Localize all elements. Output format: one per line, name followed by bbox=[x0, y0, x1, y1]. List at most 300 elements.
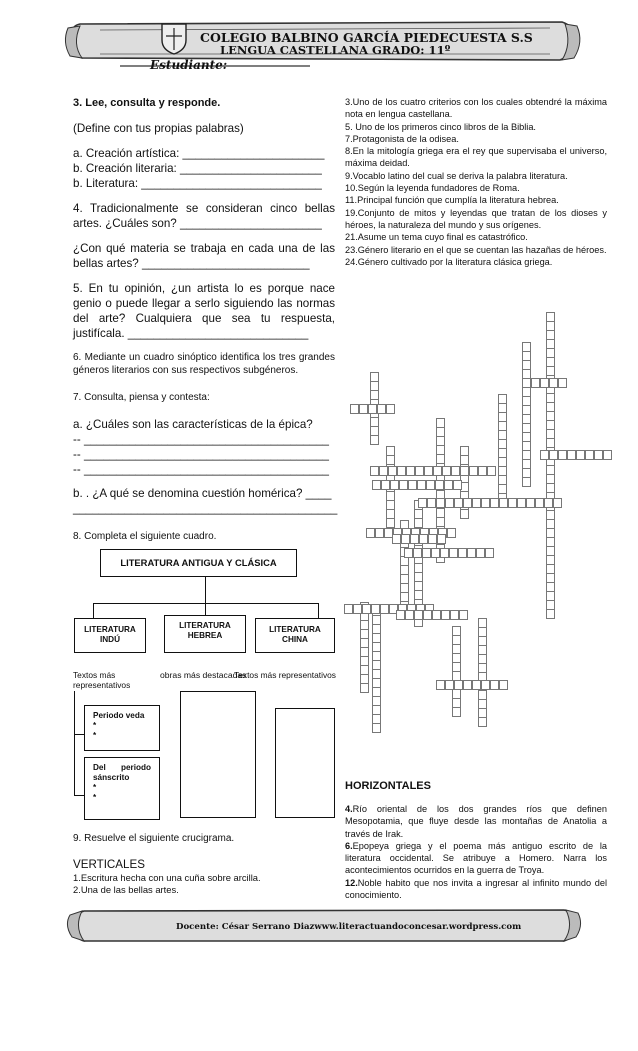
crossword-cell[interactable] bbox=[478, 717, 487, 727]
periodo-veda-box bbox=[84, 705, 160, 751]
crossword-cell[interactable] bbox=[546, 564, 555, 574]
crossword-cell[interactable] bbox=[460, 446, 469, 456]
crossword-cell[interactable] bbox=[436, 436, 445, 446]
crossword-cell[interactable] bbox=[438, 528, 447, 538]
crossword-cell[interactable] bbox=[425, 604, 434, 614]
crossword-cell[interactable] bbox=[445, 498, 454, 508]
crossword-cell[interactable] bbox=[436, 499, 445, 509]
crossword-cell[interactable] bbox=[386, 527, 395, 537]
crossword-cell[interactable] bbox=[546, 384, 555, 394]
crossword-cell[interactable] bbox=[546, 555, 555, 565]
crossword-cell[interactable] bbox=[460, 473, 469, 483]
crossword-cell[interactable] bbox=[436, 553, 445, 563]
crossword-cell[interactable] bbox=[498, 430, 507, 440]
crossword-cell[interactable] bbox=[546, 528, 555, 538]
crossword-cell[interactable] bbox=[546, 357, 555, 367]
crossword-cell[interactable] bbox=[499, 498, 508, 508]
crossword-cell[interactable] bbox=[498, 448, 507, 458]
crossword-cell[interactable] bbox=[472, 498, 481, 508]
crossword-cell[interactable] bbox=[386, 464, 395, 474]
crossword-cell[interactable] bbox=[546, 375, 555, 385]
crossword-cell[interactable] bbox=[436, 508, 445, 518]
crossword-cell[interactable] bbox=[476, 548, 485, 558]
crossword-cell[interactable] bbox=[393, 528, 402, 538]
crossword-cell[interactable] bbox=[372, 696, 381, 706]
crossword-cell[interactable] bbox=[414, 563, 423, 573]
crossword-cell[interactable] bbox=[498, 475, 507, 485]
crossword-cell[interactable] bbox=[546, 573, 555, 583]
crossword-cell[interactable] bbox=[544, 498, 553, 508]
crossword-cell[interactable] bbox=[546, 456, 555, 466]
crossword-cell[interactable] bbox=[368, 404, 377, 414]
crossword-cell[interactable] bbox=[386, 491, 395, 501]
crossword-cell[interactable] bbox=[522, 342, 531, 352]
crossword-cell[interactable] bbox=[522, 387, 531, 397]
crossword-cell[interactable] bbox=[353, 604, 362, 614]
q7-b-line: _________________________________________ bbox=[73, 502, 338, 515]
crossword-cell[interactable] bbox=[546, 510, 555, 520]
crossword-cell[interactable] bbox=[460, 482, 469, 492]
crossword-cell[interactable] bbox=[478, 672, 487, 682]
crossword-cell[interactable] bbox=[401, 534, 410, 544]
crossword-cell[interactable] bbox=[418, 498, 427, 508]
footer-banner bbox=[64, 905, 584, 945]
crossword-cell[interactable] bbox=[380, 604, 389, 614]
crossword-cell[interactable] bbox=[522, 369, 531, 379]
crossword-cell[interactable] bbox=[450, 610, 459, 620]
crossword-cell[interactable] bbox=[546, 312, 555, 322]
crossword-cell[interactable] bbox=[459, 610, 468, 620]
crossword-cell[interactable] bbox=[400, 529, 409, 539]
crossword-cell[interactable] bbox=[436, 490, 445, 500]
crossword-cell[interactable] bbox=[436, 517, 445, 527]
crossword-cell[interactable] bbox=[437, 534, 446, 544]
crossword-cell[interactable] bbox=[386, 473, 395, 483]
crossword-cell[interactable] bbox=[406, 466, 415, 476]
crossword-cell[interactable] bbox=[400, 520, 409, 530]
crossword-cell[interactable] bbox=[390, 480, 399, 490]
crossword-cell[interactable] bbox=[370, 408, 379, 418]
crossword-cell[interactable] bbox=[549, 450, 558, 460]
crossword-cell[interactable] bbox=[442, 466, 451, 476]
crossword-cell[interactable] bbox=[546, 348, 555, 358]
crossword-cell[interactable] bbox=[370, 399, 379, 409]
crossword-cell[interactable] bbox=[522, 441, 531, 451]
crossword-cell[interactable] bbox=[360, 638, 369, 648]
crossword-cell[interactable] bbox=[517, 498, 526, 508]
crossword-cell[interactable] bbox=[386, 404, 395, 414]
diagram-box-china: LITERATURA CHINA bbox=[255, 618, 335, 653]
crossword-cell[interactable] bbox=[452, 635, 461, 645]
crossword-cell[interactable] bbox=[522, 378, 531, 388]
crossword-cell[interactable] bbox=[414, 527, 423, 537]
crossword-cell[interactable] bbox=[540, 378, 549, 388]
crossword-cell[interactable] bbox=[558, 378, 567, 388]
crossword-cell[interactable] bbox=[360, 629, 369, 639]
crossword-cell[interactable] bbox=[436, 472, 445, 482]
crossword-cell[interactable] bbox=[372, 705, 381, 715]
crossword-cell[interactable] bbox=[436, 498, 445, 508]
crossword-cell[interactable] bbox=[478, 699, 487, 709]
crossword-cell[interactable] bbox=[453, 480, 462, 490]
crossword-cell[interactable] bbox=[415, 466, 424, 476]
crossword-cell[interactable] bbox=[414, 536, 423, 546]
crossword-cell[interactable] bbox=[372, 651, 381, 661]
crossword-cell[interactable] bbox=[478, 645, 487, 655]
crossword-cell[interactable] bbox=[585, 450, 594, 460]
crossword-cell[interactable] bbox=[405, 610, 414, 620]
crossword-cell[interactable] bbox=[396, 610, 405, 620]
crossword-cell[interactable] bbox=[436, 463, 445, 473]
crossword-cell[interactable] bbox=[452, 653, 461, 663]
crossword-cell[interactable] bbox=[467, 548, 476, 558]
crossword-cell[interactable] bbox=[546, 420, 555, 430]
crossword-cell[interactable] bbox=[452, 662, 461, 672]
crossword-cell[interactable] bbox=[546, 339, 555, 349]
crossword-cell[interactable] bbox=[490, 498, 499, 508]
crossword-cell[interactable] bbox=[546, 393, 555, 403]
crossword-cell[interactable] bbox=[546, 366, 555, 376]
crossword-cell[interactable] bbox=[362, 604, 371, 614]
crossword-cell[interactable] bbox=[567, 450, 576, 460]
crossword-cell[interactable] bbox=[549, 378, 558, 388]
crossword-cell[interactable] bbox=[370, 372, 379, 382]
crossword-cell[interactable] bbox=[360, 656, 369, 666]
crossword-cell[interactable] bbox=[522, 459, 531, 469]
crossword-cell[interactable] bbox=[386, 446, 395, 456]
crossword-cell[interactable] bbox=[594, 450, 603, 460]
crossword-cell[interactable] bbox=[372, 624, 381, 634]
crossword-cell[interactable] bbox=[485, 548, 494, 558]
crossword-cell[interactable] bbox=[427, 498, 436, 508]
crossword-cell[interactable] bbox=[428, 534, 437, 544]
crossword-cell[interactable] bbox=[414, 608, 423, 618]
crossword-cell[interactable] bbox=[414, 509, 423, 519]
crossword-cell[interactable] bbox=[411, 528, 420, 538]
horizontales-title: HORIZONTALES bbox=[345, 780, 431, 792]
crossword-cell[interactable] bbox=[400, 583, 409, 593]
crossword-cell[interactable] bbox=[407, 604, 416, 614]
crossword-cell[interactable] bbox=[460, 464, 469, 474]
crossword-cell[interactable] bbox=[546, 600, 555, 610]
crossword-cell[interactable] bbox=[386, 455, 395, 465]
crossword-cell[interactable] bbox=[449, 548, 458, 558]
crossword-cell[interactable] bbox=[522, 396, 531, 406]
crossword-cell[interactable] bbox=[436, 481, 445, 491]
crossword-cell[interactable] bbox=[463, 680, 472, 690]
crossword-cell[interactable] bbox=[478, 618, 487, 628]
crossword-cell[interactable] bbox=[436, 445, 445, 455]
crossword-cell[interactable] bbox=[400, 574, 409, 584]
crossword-cell[interactable] bbox=[546, 501, 555, 511]
clue-21: 21.Asume un tema cuyo final es catastrófico. bbox=[345, 232, 528, 243]
crossword-cell[interactable] bbox=[400, 556, 409, 566]
crossword-cell[interactable] bbox=[398, 604, 407, 614]
crossword-cell[interactable] bbox=[487, 466, 496, 476]
crossword-cell[interactable] bbox=[426, 480, 435, 490]
crossword-cell[interactable] bbox=[498, 412, 507, 422]
crossword-cell[interactable] bbox=[414, 500, 423, 510]
crossword-cell[interactable] bbox=[370, 435, 379, 445]
crossword-cell[interactable] bbox=[546, 474, 555, 484]
horizontal-clue-6 bbox=[345, 840, 607, 877]
q3-a: a. Creación artística: ______________________ bbox=[73, 147, 325, 160]
crossword-cell[interactable] bbox=[431, 548, 440, 558]
crossword-cell[interactable] bbox=[452, 689, 461, 699]
crossword-cell[interactable] bbox=[424, 466, 433, 476]
crossword-cell[interactable] bbox=[384, 528, 393, 538]
crossword-cell[interactable] bbox=[350, 404, 359, 414]
crossword-cell[interactable] bbox=[414, 590, 423, 600]
crossword-cell[interactable] bbox=[498, 484, 507, 494]
crossword-cell[interactable] bbox=[546, 429, 555, 439]
crossword-cell[interactable] bbox=[414, 599, 423, 609]
crossword-cell[interactable] bbox=[397, 466, 406, 476]
q3-title: 3. Lee, consulta y responde. bbox=[73, 97, 221, 109]
crossword-cell[interactable] bbox=[436, 427, 445, 437]
crossword-cell[interactable] bbox=[546, 492, 555, 502]
crossword-cell[interactable] bbox=[420, 528, 429, 538]
crossword-cell[interactable] bbox=[344, 604, 353, 614]
crossword-cell[interactable] bbox=[546, 330, 555, 340]
crossword-cell[interactable] bbox=[400, 565, 409, 575]
crossword-cell[interactable] bbox=[414, 518, 423, 528]
crossword-cell[interactable] bbox=[370, 381, 379, 391]
crossword-cell[interactable] bbox=[478, 466, 487, 476]
crossword-cell[interactable] bbox=[522, 378, 531, 388]
crossword-cell[interactable] bbox=[436, 526, 445, 536]
crossword-cell[interactable] bbox=[460, 509, 469, 519]
crossword-cell[interactable] bbox=[386, 518, 395, 528]
crossword-cell[interactable] bbox=[478, 654, 487, 664]
crossword-cell[interactable] bbox=[360, 665, 369, 675]
crossword-cell[interactable] bbox=[370, 466, 379, 476]
crossword-cell[interactable] bbox=[372, 642, 381, 652]
crossword-cell[interactable] bbox=[400, 547, 409, 557]
crossword-cell[interactable] bbox=[392, 534, 401, 544]
crossword-cell[interactable] bbox=[429, 528, 438, 538]
crossword-cell[interactable] bbox=[546, 483, 555, 493]
crossword-cell[interactable] bbox=[436, 680, 445, 690]
crossword-cell[interactable] bbox=[436, 418, 445, 428]
crossword-cell[interactable] bbox=[499, 680, 508, 690]
crossword-cell[interactable] bbox=[546, 609, 555, 619]
q8: 8. Completa el siguiente cuadro. bbox=[73, 531, 217, 542]
crossword-cell[interactable] bbox=[508, 498, 517, 508]
crossword-cell[interactable] bbox=[436, 535, 445, 545]
crossword-cell[interactable] bbox=[366, 528, 375, 538]
crossword-cell[interactable] bbox=[444, 480, 453, 490]
crossword-cell[interactable] bbox=[386, 500, 395, 510]
crossword-cell[interactable] bbox=[372, 660, 381, 670]
crossword-cell[interactable] bbox=[417, 480, 426, 490]
crossword-cell[interactable] bbox=[381, 480, 390, 490]
crossword-cell[interactable] bbox=[372, 714, 381, 724]
crossword-cell[interactable] bbox=[441, 610, 450, 620]
crossword-cell[interactable] bbox=[451, 466, 460, 476]
crossword-cell[interactable] bbox=[469, 466, 478, 476]
crossword-cell[interactable] bbox=[603, 450, 612, 460]
crossword-cell[interactable] bbox=[414, 581, 423, 591]
q7-b: b. . ¿A qué se denomina cuestión homérica? ____ bbox=[73, 487, 332, 500]
crossword-cell[interactable] bbox=[360, 611, 369, 621]
crossword-cell[interactable] bbox=[372, 723, 381, 733]
crossword-cell[interactable] bbox=[472, 680, 481, 690]
crossword-cell[interactable] bbox=[498, 394, 507, 404]
crossword-cell[interactable] bbox=[435, 480, 444, 490]
crossword-cell[interactable] bbox=[371, 604, 380, 614]
crossword-cell[interactable] bbox=[370, 417, 379, 427]
crossword-cell[interactable] bbox=[372, 669, 381, 679]
crossword-cell[interactable] bbox=[458, 548, 467, 558]
crossword-cell[interactable] bbox=[522, 477, 531, 487]
periodo-sanscrito-box bbox=[84, 757, 160, 820]
crossword-cell[interactable] bbox=[546, 591, 555, 601]
crossword-cell[interactable] bbox=[546, 411, 555, 421]
crossword-cell[interactable] bbox=[522, 360, 531, 370]
crossword-cell[interactable] bbox=[372, 687, 381, 697]
crossword-cell[interactable] bbox=[400, 601, 409, 611]
crossword-cell[interactable] bbox=[478, 681, 487, 691]
crossword-cell[interactable] bbox=[522, 468, 531, 478]
crossword-cell[interactable] bbox=[377, 404, 386, 414]
crossword-cell[interactable] bbox=[478, 690, 487, 700]
crossword-cell[interactable] bbox=[432, 610, 441, 620]
crossword-cell[interactable] bbox=[546, 447, 555, 457]
crossword-cell[interactable] bbox=[546, 438, 555, 448]
crossword-cell[interactable] bbox=[498, 403, 507, 413]
crossword-cell[interactable] bbox=[490, 680, 499, 690]
crossword-cell[interactable] bbox=[522, 405, 531, 415]
crossword-cell[interactable] bbox=[522, 450, 531, 460]
crossword-cell[interactable] bbox=[553, 498, 562, 508]
crossword-cell[interactable] bbox=[379, 466, 388, 476]
crossword-cell[interactable] bbox=[478, 627, 487, 637]
crossword-cell[interactable] bbox=[419, 534, 428, 544]
crossword-cell[interactable] bbox=[478, 708, 487, 718]
crossword-cell[interactable] bbox=[413, 548, 422, 558]
crossword-cell[interactable] bbox=[389, 604, 398, 614]
crossword-cell[interactable] bbox=[372, 678, 381, 688]
crossword-cell[interactable] bbox=[576, 450, 585, 460]
crossword-cell[interactable] bbox=[546, 321, 555, 331]
crossword-cell[interactable] bbox=[386, 482, 395, 492]
school-name: COLEGIO BALBINO GARCÍA PIEDECUESTA S.S bbox=[200, 30, 533, 45]
crossword-cell[interactable] bbox=[546, 519, 555, 529]
crossword-cell[interactable] bbox=[522, 414, 531, 424]
diagram-connector bbox=[74, 734, 84, 735]
crossword-cell[interactable] bbox=[452, 671, 461, 681]
crossword-cell[interactable] bbox=[399, 480, 408, 490]
crossword-cell[interactable] bbox=[372, 633, 381, 643]
crossword-cell[interactable] bbox=[478, 663, 487, 673]
crossword-cell[interactable] bbox=[423, 610, 432, 620]
crossword-cell[interactable] bbox=[386, 509, 395, 519]
crossword-cell[interactable] bbox=[416, 604, 425, 614]
crossword-cell[interactable] bbox=[498, 439, 507, 449]
crossword-cell[interactable] bbox=[402, 528, 411, 538]
crossword-cell[interactable] bbox=[360, 620, 369, 630]
crossword-cell[interactable] bbox=[522, 351, 531, 361]
crossword-cell[interactable] bbox=[436, 454, 445, 464]
crossword-cell[interactable] bbox=[460, 491, 469, 501]
crossword-cell[interactable] bbox=[360, 647, 369, 657]
crossword-cell[interactable] bbox=[463, 498, 472, 508]
crossword-cell[interactable] bbox=[452, 698, 461, 708]
crossword-cell[interactable] bbox=[460, 500, 469, 510]
crossword-cell[interactable] bbox=[370, 426, 379, 436]
crossword-cell[interactable] bbox=[498, 421, 507, 431]
crossword-cell[interactable] bbox=[360, 683, 369, 693]
crossword-cell[interactable] bbox=[531, 378, 540, 388]
crossword-cell[interactable] bbox=[436, 544, 445, 554]
crossword-cell[interactable] bbox=[422, 548, 431, 558]
crossword-cell[interactable] bbox=[546, 537, 555, 547]
crossword-cell[interactable] bbox=[447, 528, 456, 538]
crossword-cell[interactable] bbox=[535, 498, 544, 508]
crossword-cell[interactable] bbox=[452, 680, 461, 690]
crossword-cell[interactable] bbox=[454, 498, 463, 508]
crossword-cell[interactable] bbox=[526, 498, 535, 508]
crossword-cell[interactable] bbox=[481, 498, 490, 508]
crossword-cell[interactable] bbox=[546, 465, 555, 475]
clue-23: 23.Género literario en el que se cuentan las hazañas de héroes. bbox=[345, 244, 607, 255]
crossword-cell[interactable] bbox=[410, 534, 419, 544]
crossword-cell[interactable] bbox=[498, 493, 507, 503]
crossword-cell[interactable] bbox=[558, 450, 567, 460]
crossword-cell[interactable] bbox=[498, 466, 507, 476]
crossword-cell[interactable] bbox=[400, 538, 409, 548]
crossword-cell[interactable] bbox=[388, 466, 397, 476]
crossword-cell[interactable] bbox=[414, 554, 423, 564]
crossword-cell[interactable] bbox=[445, 680, 454, 690]
crossword-cell[interactable] bbox=[433, 466, 442, 476]
crossword-cell[interactable] bbox=[478, 636, 487, 646]
crossword-cell[interactable] bbox=[452, 707, 461, 717]
crossword-cell[interactable] bbox=[540, 450, 549, 460]
crossword-cell[interactable] bbox=[414, 617, 423, 627]
crossword-cell[interactable] bbox=[375, 528, 384, 538]
crossword-cell[interactable] bbox=[414, 545, 423, 555]
crossword-cell[interactable] bbox=[404, 548, 413, 558]
crossword-cell[interactable] bbox=[372, 606, 381, 616]
crossword-cell[interactable] bbox=[546, 402, 555, 412]
crossword-cell[interactable] bbox=[481, 680, 490, 690]
crossword-cell[interactable] bbox=[414, 610, 423, 620]
crossword-cell[interactable] bbox=[546, 546, 555, 556]
crossword-cell[interactable] bbox=[452, 644, 461, 654]
crossword-cell[interactable] bbox=[360, 674, 369, 684]
crossword-cell[interactable] bbox=[370, 390, 379, 400]
crossword-cell[interactable] bbox=[460, 466, 469, 476]
crossword-cell[interactable] bbox=[414, 572, 423, 582]
crossword-cell[interactable] bbox=[522, 423, 531, 433]
label-textos-indu: Textos más representativos bbox=[73, 670, 131, 690]
crossword-cell[interactable] bbox=[359, 404, 368, 414]
crossword-cell[interactable] bbox=[460, 455, 469, 465]
crossword-cell[interactable] bbox=[440, 548, 449, 558]
crossword-cell[interactable] bbox=[522, 432, 531, 442]
crossword-cell[interactable] bbox=[372, 615, 381, 625]
crossword-cell[interactable] bbox=[400, 592, 409, 602]
crossword-cell[interactable] bbox=[452, 626, 461, 636]
crossword-cell[interactable] bbox=[360, 602, 369, 612]
crossword-cell[interactable] bbox=[546, 582, 555, 592]
crossword-cell[interactable] bbox=[372, 480, 381, 490]
crossword-cell[interactable] bbox=[408, 480, 417, 490]
crossword-cell[interactable] bbox=[498, 457, 507, 467]
crossword-cell[interactable] bbox=[454, 680, 463, 690]
